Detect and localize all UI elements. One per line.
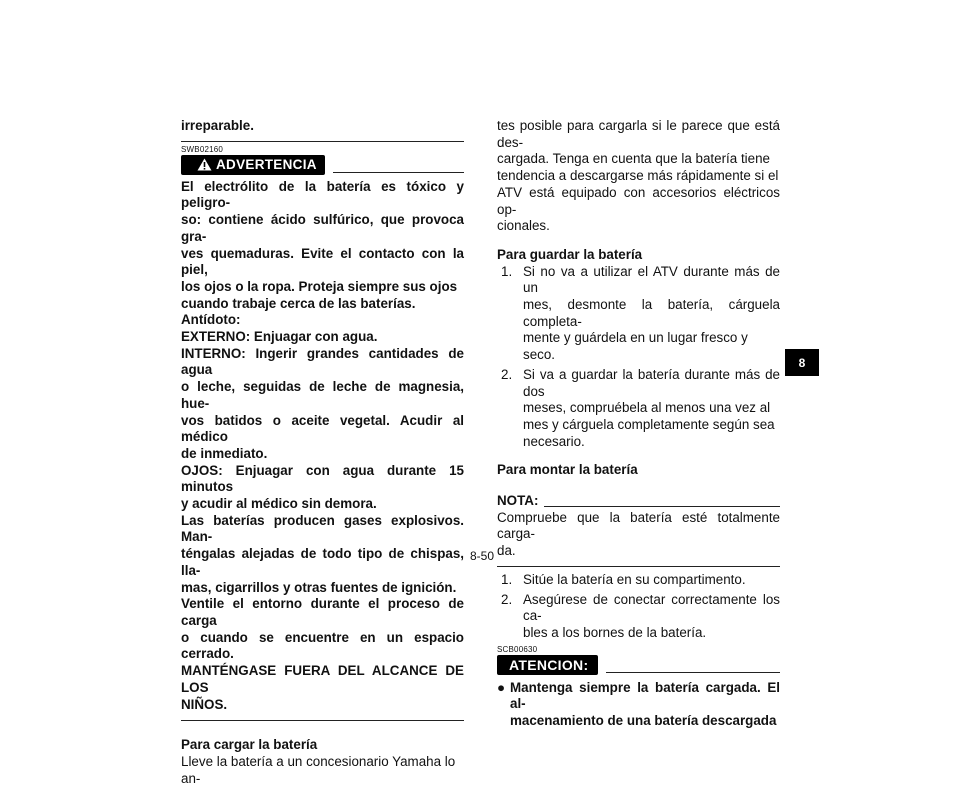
warning-line: Las baterías producen gases explosivos. Man-	[181, 512, 464, 545]
warning-line: Ventile el entorno durante el proceso de carga	[181, 596, 464, 628]
warning-line: mas, cigarrillos y otras fuentes de ignición.	[181, 579, 457, 595]
lead-word: irreparable.	[181, 118, 254, 133]
list-item	[497, 572, 780, 589]
step-number: 2.	[501, 591, 513, 607]
warning-line: vos batidos o aceite vegetal. Acudir al médico	[181, 412, 464, 445]
divider	[181, 720, 464, 721]
step-number: 2.	[501, 366, 513, 382]
warning-header	[181, 155, 464, 175]
step-line: bles a los bornes de la batería.	[523, 624, 707, 640]
step-line: mes, desmonte la batería, cárguela completa-	[523, 297, 780, 329]
caution-line: Mantenga siempre la batería cargada. El al-	[510, 679, 780, 712]
warning-line: o leche, seguidas de leche de magnesia, hue-	[181, 379, 464, 411]
warning-code: SWB02160	[181, 144, 224, 154]
divider	[181, 141, 464, 142]
caution-label: ATENCION:	[509, 656, 589, 673]
step-number: 1.	[501, 263, 513, 279]
charge-line: ATV está equipado con accesorios eléctricos op-	[497, 184, 780, 217]
warning-badge	[181, 155, 325, 175]
step-line: mes y cárguela completamente según sea	[523, 416, 775, 432]
caution-code: SCB00630	[497, 644, 538, 654]
warning-line: de inmediato.	[181, 445, 268, 461]
mount-steps	[497, 572, 780, 642]
right-column	[497, 118, 780, 730]
warning-line: Antídoto:	[181, 312, 241, 328]
charge-text: Lleve la batería a un concesionario Yamaha lo an-	[181, 753, 456, 786]
step-line: necesario.	[523, 433, 585, 449]
caution-header	[497, 655, 780, 675]
nota-header	[497, 493, 780, 510]
warning-rule	[333, 172, 464, 173]
store-steps	[497, 264, 780, 451]
nota-line: Compruebe que la batería esté totalmente carga-	[497, 509, 780, 542]
warning-line: y acudir al médico sin demora.	[181, 496, 377, 512]
page-number: 8-50	[469, 549, 495, 563]
chapter-tab: 8	[785, 349, 819, 376]
warning-line: los ojos o la ropa. Proteja siempre sus ojos	[181, 278, 458, 294]
charge-line: cionales.	[497, 218, 550, 234]
store-heading: Para guardar la batería	[497, 246, 643, 262]
list-item	[497, 367, 780, 451]
warning-line: El electrólito de la batería es tóxico y peligro-	[181, 178, 464, 211]
warning-line: cuando trabaje cerca de las baterías.	[181, 295, 416, 311]
nota-line: da.	[497, 543, 516, 559]
warning-line: ves quemaduras. Evite el contacto con la piel,	[181, 245, 464, 278]
divider	[497, 566, 780, 567]
bullet-icon: ●	[497, 679, 506, 695]
step-line: Sitúe la batería en su compartimento.	[523, 571, 746, 587]
mount-heading: Para montar la batería	[497, 462, 638, 478]
caution-rule	[606, 672, 780, 673]
warning-line: MANTÉNGASE FUERA DEL ALCANCE DE LOS	[181, 663, 464, 695]
list-item	[497, 264, 780, 364]
warning-line: o cuando se encuentre en un espacio cerrado.	[181, 629, 464, 662]
warning-line: téngalas alejadas de todo tipo de chispas, lla-	[181, 546, 464, 578]
step-line: Si va a guardar la batería durante más de dos	[523, 366, 780, 399]
warning-body	[181, 179, 464, 714]
warning-line: INTERNO: Ingerir grandes cantidades de agua	[181, 345, 464, 378]
nota-rule	[544, 506, 780, 507]
warning-line: EXTERNO: Enjuagar con agua.	[181, 329, 378, 345]
step-line: Asegúrese de conectar correctamente los ca-	[523, 591, 780, 624]
nota-label: NOTA:	[497, 493, 539, 509]
charge-line: tendencia a descargarse más rápidamente si el	[497, 168, 779, 184]
caution-line: macenamiento de una batería descargada	[510, 713, 777, 729]
charge-heading: Para cargar la batería	[181, 737, 318, 753]
step-line: mente y guárdela en un lugar fresco y seco.	[523, 330, 748, 363]
step-line: Si no va a utilizar el ATV durante más de un	[523, 263, 780, 296]
step-number: 1.	[501, 571, 513, 587]
caution-bullet	[497, 680, 780, 730]
left-column	[181, 118, 464, 787]
warning-line: OJOS: Enjuagar con agua durante 15 minutos	[181, 462, 464, 495]
warning-triangle-icon	[197, 158, 212, 171]
charge-line: tes posible para cargarla si le parece que está des-	[497, 118, 780, 150]
step-line: meses, compruébela al menos una vez al	[523, 400, 771, 416]
caution-badge	[497, 655, 598, 675]
list-item	[497, 592, 780, 642]
warning-line: NIÑOS.	[181, 696, 228, 712]
warning-label: ADVERTENCIA	[216, 157, 317, 173]
charge-line: cargada. Tenga en cuenta que la batería tiene	[497, 151, 770, 167]
warning-line: so: contiene ácido sulfúrico, que provoca gra-	[181, 212, 464, 244]
